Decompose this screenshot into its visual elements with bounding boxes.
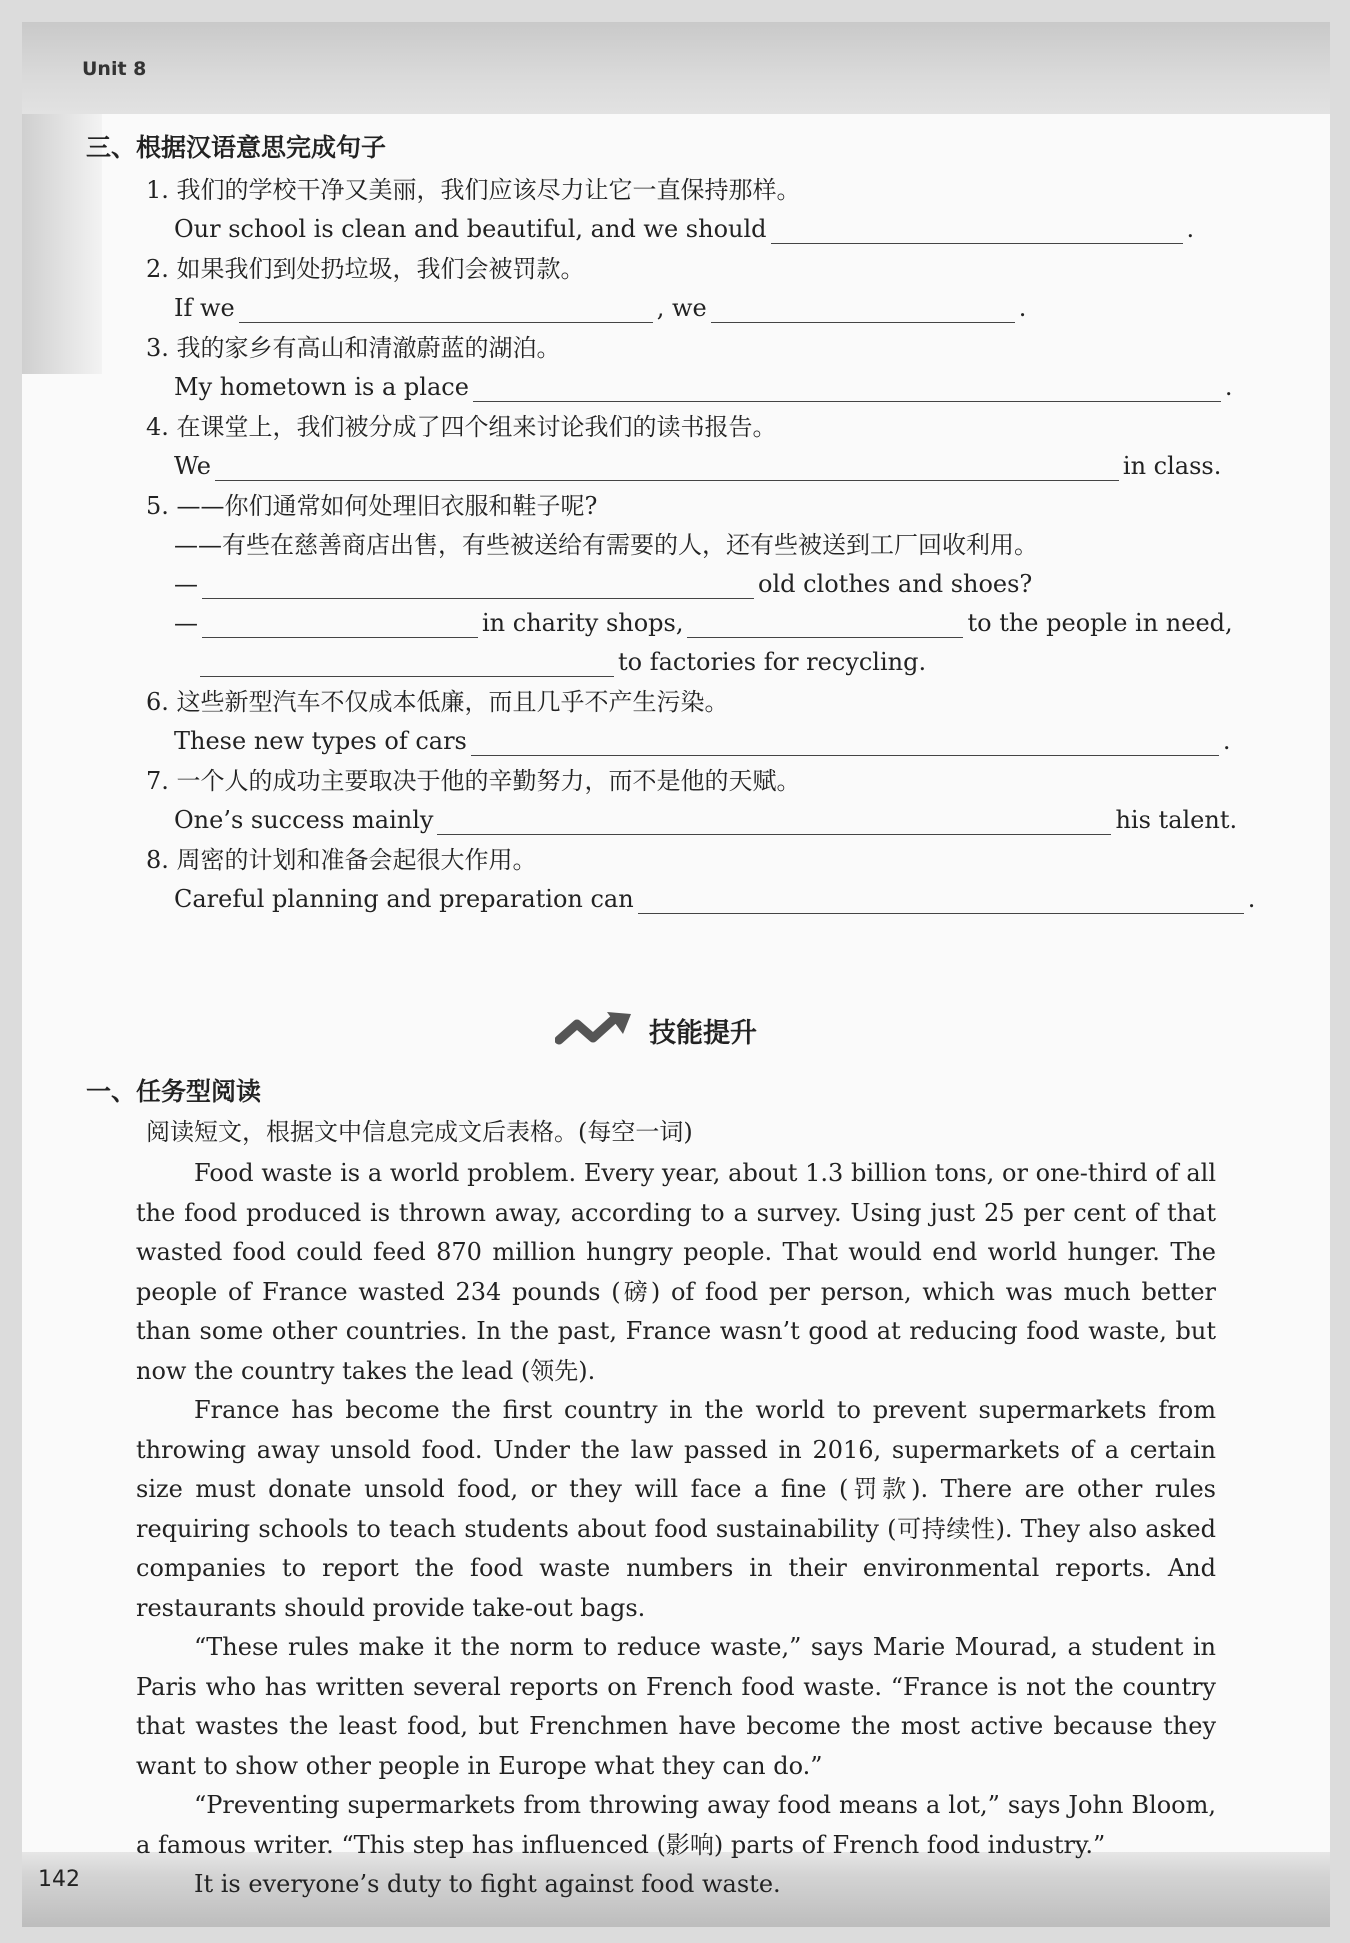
answer-blank[interactable]	[771, 217, 1183, 244]
item-5-a-mid1: in charity shops,	[482, 609, 684, 637]
section-three-title: 三、根据汉语意思完成句子	[86, 133, 387, 162]
item-2-prompt: If we	[174, 294, 235, 322]
answer-blank[interactable]	[437, 808, 1111, 835]
reading-passage	[136, 1154, 1216, 1905]
item-8-end: .	[1247, 885, 1256, 913]
item-2-end: .	[1018, 294, 1027, 322]
item-5-q-end: old clothes and shoes?	[758, 570, 1033, 598]
item-5-en-question	[174, 569, 1032, 599]
item-8-prompt: Careful planning and preparation can	[174, 885, 634, 913]
item-6-end: .	[1222, 727, 1231, 755]
item-8-cn: 8. 周密的计划和准备会起很大作用。	[146, 846, 537, 874]
unit-label: Unit 8	[82, 58, 147, 80]
item-6-cn: 6. 这些新型汽车不仅成本低廉，而且几乎不产生污染。	[146, 688, 729, 716]
item-6-en	[174, 726, 1231, 756]
item-1-cn: 1. 我们的学校干净又美丽，我们应该尽力让它一直保持那样。	[146, 176, 801, 204]
section-one-title: 一、任务型阅读	[86, 1077, 262, 1106]
answer-blank[interactable]	[202, 572, 754, 599]
item-7-cn: 7. 一个人的成功主要取决于他的辛勤努力，而不是他的天赋。	[146, 767, 801, 795]
item-5-cn-answer: ——有些在慈善商店出售，有些被送给有需要的人，还有些被送到工厂回收利用。	[174, 531, 1038, 559]
page-number: 142	[38, 1867, 80, 1892]
item-2-en	[174, 293, 1026, 323]
passage-paragraph: “Preventing supermarkets from throwing away food means a lot,” says John Bloom, a famous writer. “This step has influenced (影响) parts of French food industry.”	[136, 1791, 1216, 1859]
answer-blank[interactable]	[473, 375, 1221, 402]
item-3-prompt: My hometown is a place	[174, 373, 469, 401]
item-3-en	[174, 372, 1233, 402]
answer-blank[interactable]	[202, 611, 478, 638]
item-1-end: .	[1186, 215, 1195, 243]
answer-blank[interactable]	[711, 296, 1015, 323]
dash: —	[174, 609, 198, 637]
answer-blank[interactable]	[471, 729, 1219, 756]
trend-arrow-icon	[555, 1010, 635, 1050]
item-8-en	[174, 884, 1255, 914]
item-4-prompt: We	[174, 452, 211, 480]
answer-blank[interactable]	[215, 454, 1119, 481]
reading-instruction: 阅读短文，根据文中信息完成文后表格。(每空一词)	[146, 1118, 693, 1146]
answer-blank[interactable]	[200, 650, 614, 677]
header-band	[22, 22, 1330, 114]
item-1-en	[174, 214, 1194, 244]
passage-paragraph: It is everyone’s duty to fight against food waste.	[194, 1870, 781, 1898]
item-7-en	[174, 805, 1237, 835]
item-5-en-answer	[174, 608, 1233, 638]
item-4-cn: 4. 在课堂上，我们被分成了四个组来讨论我们的读书报告。	[146, 413, 777, 441]
item-5-a-end: to factories for recycling.	[618, 648, 927, 676]
item-4-end: in class.	[1122, 452, 1222, 480]
item-5-cn-question: 5. ——你们通常如何处理旧衣服和鞋子呢?	[146, 492, 598, 520]
item-1-prompt: Our school is clean and beautiful, and we should	[174, 215, 767, 243]
passage-paragraph: “These rules make it the norm to reduce waste,” says Marie Mourad, a student in Paris who has written several reports on French food waste. “France is not the country that wastes the least food, but Frenchmen have become the most active because they want to show other people in Europe what they can do.”	[136, 1633, 1216, 1780]
answer-blank[interactable]	[638, 887, 1244, 914]
item-5-en-answer-2	[196, 647, 926, 677]
item-5-a-mid2: to the people in need,	[967, 609, 1233, 637]
item-7-end: his talent.	[1115, 806, 1238, 834]
item-4-en	[174, 451, 1221, 481]
dash: —	[174, 570, 198, 598]
item-7-prompt: One’s success mainly	[174, 806, 434, 834]
answer-blank[interactable]	[687, 611, 963, 638]
answer-blank[interactable]	[239, 296, 653, 323]
skills-title	[555, 1010, 757, 1050]
skills-title-text: 技能提升	[649, 1017, 757, 1049]
item-3-cn: 3. 我的家乡有高山和清澈蔚蓝的湖泊。	[146, 334, 561, 362]
item-6-prompt: These new types of cars	[174, 727, 467, 755]
item-2-mid: , we	[656, 294, 707, 322]
passage-paragraph: Food waste is a world problem. Every year, about 1.3 billion tons, or one-third of all the food produced is thrown away, according to a survey. Using just 25 per cent of that wasted food could feed 870 million hungry people. That would end world hunger. The people of France wasted 234 pounds (磅) of food per person, which was much better than some other countries. In the past, France wasn’t good at reducing food waste, but now the country takes the lead (领先).	[136, 1159, 1216, 1385]
item-3-end: .	[1224, 373, 1233, 401]
item-2-cn: 2. 如果我们到处扔垃圾，我们会被罚款。	[146, 255, 585, 283]
passage-paragraph: France has become the first country in the world to prevent supermarkets from throwing away unsold food. Under the law passed in 2016, supermarkets of a certain size must donate unsold food, or they will face a fine (罚款). There are other rules requiring schools to teach students about food sustainability (可持续性). They also asked companies to report the food waste numbers in their environmental reports. And restaurants should provide take-out bags.	[136, 1396, 1216, 1622]
